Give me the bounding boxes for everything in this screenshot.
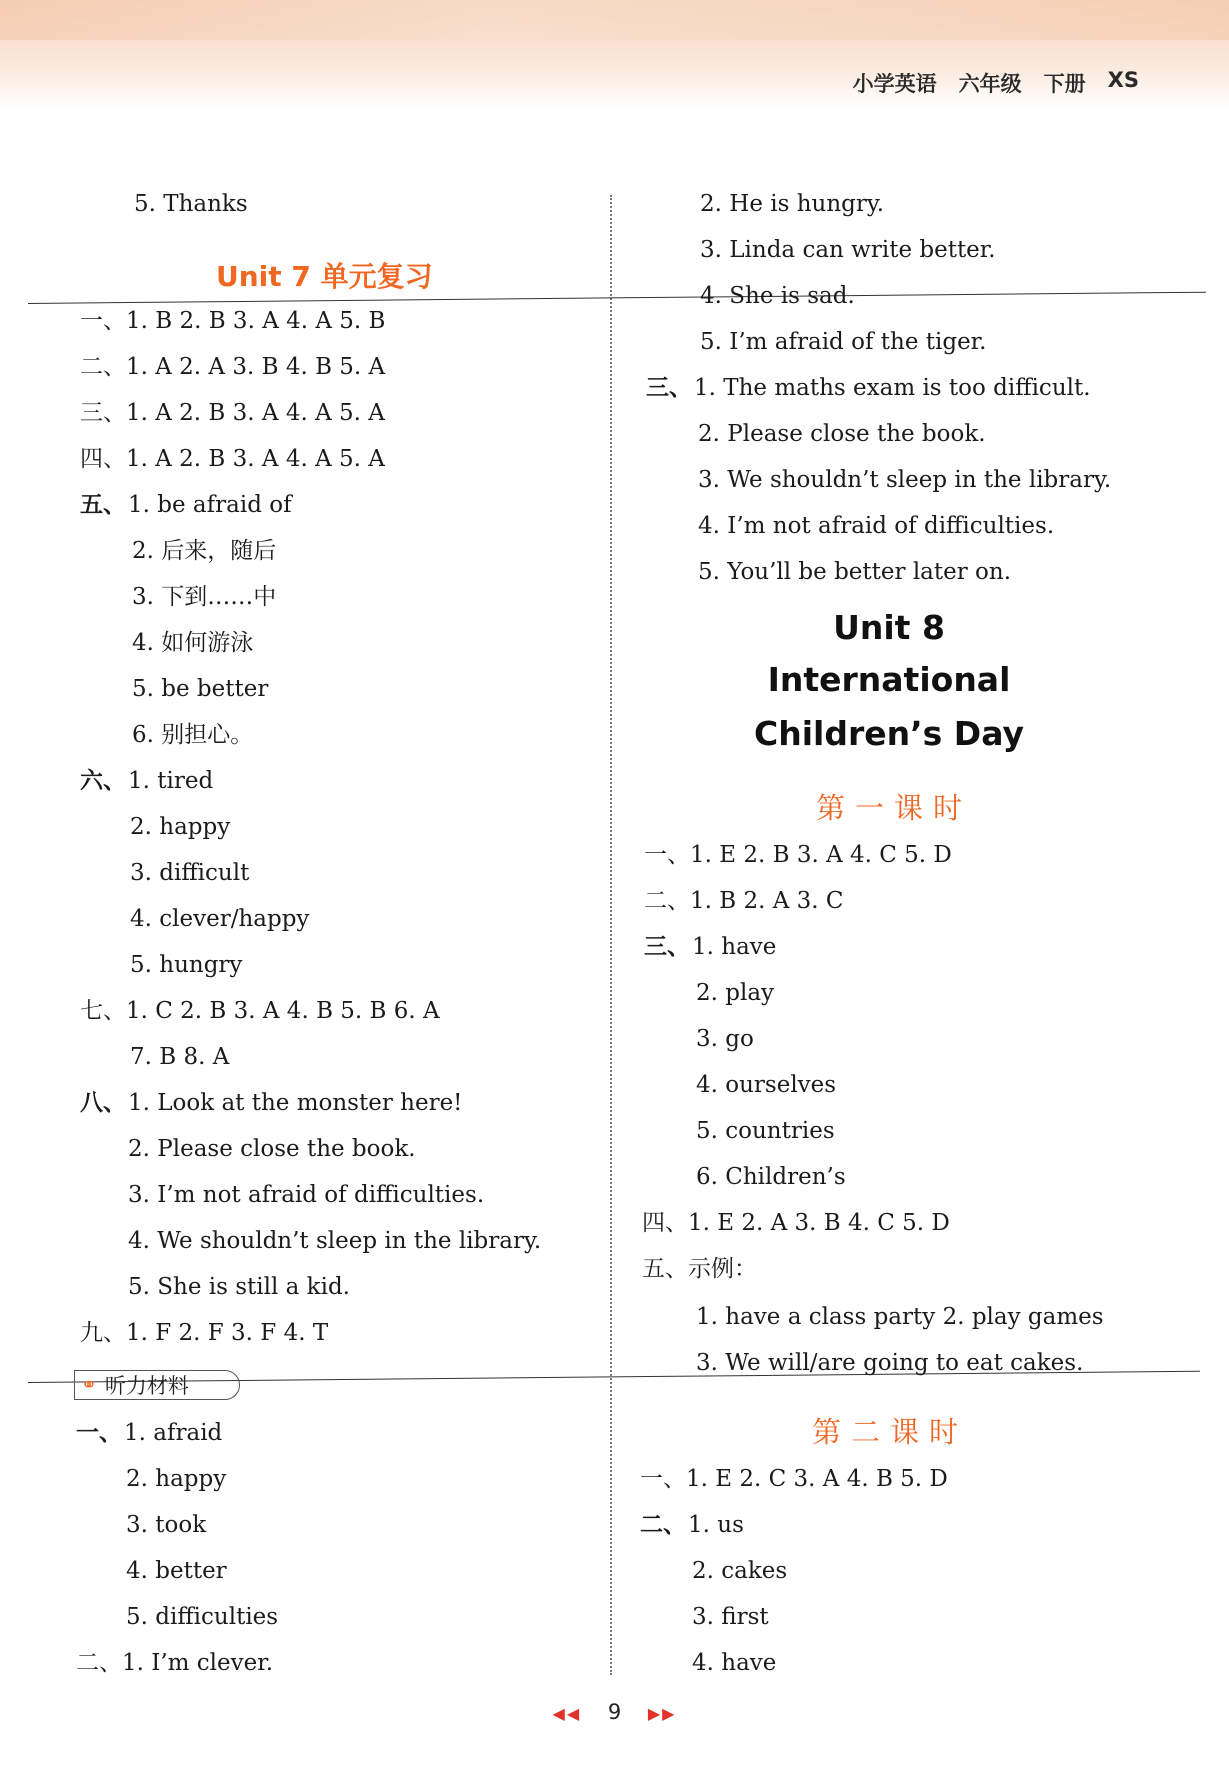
unit8-title-line3: Children’s Day: [754, 714, 1024, 753]
answer-row: 一、1. E 2. C 3. A 4. B 5. D: [640, 1466, 948, 1492]
answer-line: 3. difficult: [130, 860, 250, 886]
answer-row: 六、1. tired: [80, 768, 214, 794]
answer-line: 5. Thanks: [134, 191, 248, 217]
answer-row: 一、1. B 2. B 3. A 4. A 5. B: [80, 308, 386, 334]
answer-line: 3. We will/are going to eat cakes.: [696, 1350, 1084, 1376]
header-subject: 小学英语: [852, 72, 937, 96]
answer-line: 2. cakes: [692, 1558, 788, 1584]
answer-row: 九、1. F 2. F 3. F 4. T: [80, 1320, 329, 1346]
answer-line: 4. ourselves: [696, 1072, 837, 1098]
unit8-title-line1: Unit 8: [833, 608, 945, 647]
answer-row: 五、示例：: [642, 1256, 757, 1282]
answer-line: 3. 下到……中: [132, 584, 277, 610]
answer-line: 2. Please close the book.: [128, 1136, 416, 1162]
answer-row: 三、1. A 2. B 3. A 4. A 5. A: [80, 400, 385, 426]
answer-row: 七、1. C 2. B 3. A 4. B 5. B 6. A: [80, 998, 440, 1024]
section-rule: [28, 292, 1206, 304]
answer-row: 四、1. E 2. A 3. B 4. C 5. D: [642, 1210, 950, 1236]
header-term: 下册: [1043, 72, 1086, 96]
answer-line: 6. 别担心。: [132, 722, 254, 748]
answer-line: 5. You’ll be better later on.: [698, 559, 1012, 585]
answer-row: 二、1. I’m clever.: [76, 1650, 274, 1676]
answer-line: 4. have: [692, 1650, 777, 1676]
page-header: [853, 68, 1139, 98]
answer-line: 6. Children’s: [696, 1164, 846, 1190]
answer-row: 一、1. afraid: [76, 1420, 223, 1446]
lesson2-heading: 第二课时: [811, 1415, 968, 1449]
answer-line: 2. happy: [126, 1466, 227, 1492]
answer-line: 4. She is sad.: [700, 283, 855, 309]
answer-line: 4. 如何游泳: [132, 630, 254, 656]
answer-line: 3. took: [126, 1512, 207, 1538]
answer-row: 二、1. A 2. A 3. B 4. B 5. A: [80, 354, 386, 380]
answer-line: 2. play: [696, 980, 775, 1006]
answer-line: 5. difficulties: [126, 1604, 279, 1630]
answer-line: 2. Please close the book.: [698, 421, 986, 447]
answer-line: 5. countries: [696, 1118, 835, 1144]
unit7-heading: Unit 7 单元复习: [216, 260, 433, 293]
answer-line: 4. We shouldn’t sleep in the library.: [128, 1228, 542, 1254]
next-arrows-icon: ▶▶: [647, 1704, 677, 1723]
answer-line: 3. Linda can write better.: [700, 237, 996, 263]
lesson1-heading: 第一课时: [815, 791, 972, 825]
answer-line: 4. better: [126, 1558, 227, 1584]
column-divider: [610, 195, 612, 1675]
answer-line: 3. go: [696, 1026, 754, 1052]
headphones-icon: ⚭: [81, 1374, 97, 1396]
answer-row: 三、1. The maths exam is too difficult.: [646, 375, 1091, 401]
answer-line: 2. happy: [130, 814, 231, 840]
answer-line: 4. clever/happy: [130, 906, 310, 932]
answer-row: 一、1. E 2. B 3. A 4. C 5. D: [644, 842, 952, 868]
answer-line: 5. hungry: [130, 952, 243, 978]
answer-row: 五、1. be afraid of: [80, 492, 292, 518]
answer-line: 3. first: [692, 1604, 769, 1630]
answer-row: 三、1. have: [644, 934, 777, 960]
answer-row: 7. B 8. A: [130, 1044, 230, 1070]
answer-line: 3. I’m not afraid of difficulties.: [128, 1182, 485, 1208]
prev-arrows-icon: ◀◀: [552, 1704, 582, 1723]
unit8-title-line2: International: [767, 660, 1011, 699]
answer-line: 5. I’m afraid of the tiger.: [700, 329, 987, 355]
answer-line: 2. 后来，随后: [132, 538, 277, 564]
listening-label: 听力材料: [104, 1374, 189, 1398]
answer-line: 2. He is hungry.: [700, 191, 885, 217]
header-grade: 六年级: [958, 72, 1022, 96]
answer-line: 5. be better: [132, 676, 269, 702]
header-edition: XS: [1107, 68, 1139, 92]
answer-line: 1. have a class party 2. play games: [696, 1304, 1104, 1330]
listening-tag: [74, 1370, 240, 1400]
answer-row: 二、1. B 2. A 3. C: [644, 888, 844, 914]
answer-row: 二、1. us: [640, 1512, 744, 1538]
answer-line: 3. We shouldn’t sleep in the library.: [698, 467, 1112, 493]
page-footer: [0, 1700, 1229, 1724]
answer-row: 四、1. A 2. B 3. A 4. A 5. A: [80, 446, 385, 472]
answer-line: 4. I’m not afraid of difficulties.: [698, 513, 1055, 539]
answer-line: 5. She is still a kid.: [128, 1274, 350, 1300]
answer-row: 八、1. Look at the monster here!: [80, 1090, 463, 1116]
page-number: 9: [607, 1700, 622, 1724]
